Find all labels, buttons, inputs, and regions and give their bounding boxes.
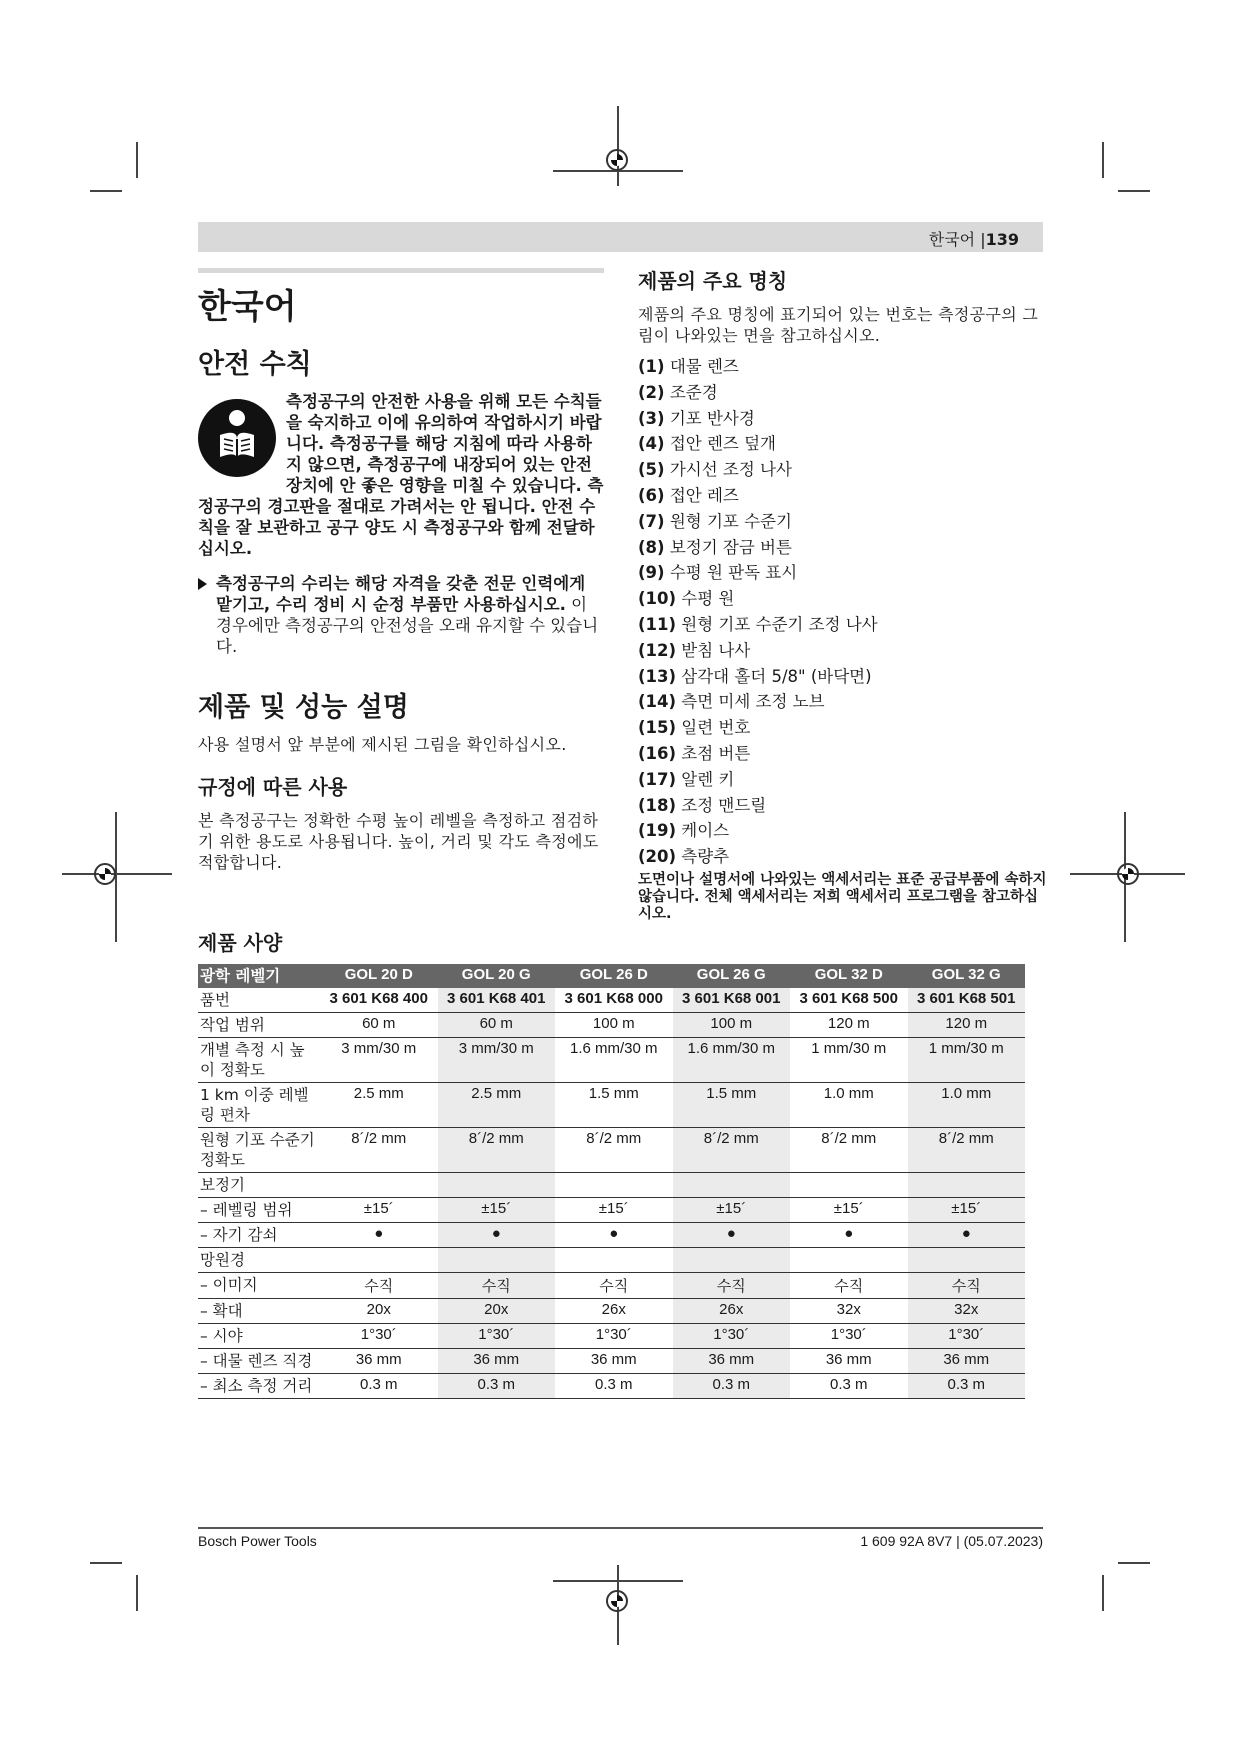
list-item xyxy=(638,818,1048,844)
crop-mark xyxy=(1102,1575,1104,1611)
spec-value: ±15´ xyxy=(438,1198,556,1223)
spec-value: 1 mm/30 m xyxy=(790,1038,908,1083)
spec-label: – 시야 xyxy=(198,1324,320,1349)
spec-value: 3 601 K68 400 xyxy=(320,988,438,1013)
spec-value xyxy=(555,1173,673,1198)
table-row xyxy=(198,1083,1025,1128)
spec-label: 품번 xyxy=(198,988,320,1013)
item-label: 측량추 xyxy=(681,847,730,867)
spec-value: 0.3 m xyxy=(790,1374,908,1399)
registration-mark-icon xyxy=(606,149,628,171)
spec-label: 1 km 이중 레벨링 편차 xyxy=(198,1083,320,1128)
spec-value: 26x xyxy=(673,1299,791,1324)
list-item xyxy=(638,354,1048,380)
spec-value: 32x xyxy=(790,1299,908,1324)
item-number: (12) xyxy=(638,640,677,660)
model-header: GOL 26 D xyxy=(555,964,673,988)
registration-mark-icon xyxy=(1117,863,1139,885)
spec-value xyxy=(555,1248,673,1273)
registration-mark-icon xyxy=(94,863,116,885)
spec-label: 망원경 xyxy=(198,1248,320,1273)
components-list xyxy=(638,354,1048,870)
page-header xyxy=(198,222,1043,252)
item-number: (20) xyxy=(638,847,677,867)
spec-value: 수직 xyxy=(790,1273,908,1299)
list-item xyxy=(638,483,1048,509)
spec-value xyxy=(438,1248,556,1273)
item-number: (7) xyxy=(638,511,665,531)
crop-mark xyxy=(90,1562,122,1564)
item-label: 가시선 조정 나사 xyxy=(669,460,792,480)
spec-label: – 레벨링 범위 xyxy=(198,1198,320,1223)
spec-value: 20x xyxy=(320,1299,438,1324)
footer-doc-id: 1 609 92A 8V7 | (05.07.2023) xyxy=(860,1533,1043,1549)
spec-value: 1°30´ xyxy=(320,1324,438,1349)
crop-mark xyxy=(90,190,122,192)
item-label: 원형 기포 수준기 조정 나사 xyxy=(681,614,878,634)
item-label: 받침 나사 xyxy=(681,640,751,660)
footer-rule xyxy=(198,1527,1043,1529)
list-item xyxy=(638,457,1048,483)
table-row xyxy=(198,1173,1025,1198)
spec-value: 1°30´ xyxy=(438,1324,556,1349)
section-rule xyxy=(198,268,604,273)
item-number: (6) xyxy=(638,485,665,505)
list-item xyxy=(638,535,1048,561)
crop-mark xyxy=(1102,142,1104,178)
components-intro: 제품의 주요 명칭에 표기되어 있는 번호는 측정공구의 그림이 나와있는 면을 참고하십시오. xyxy=(638,305,1039,345)
spec-value: 1.0 mm xyxy=(790,1083,908,1128)
item-label: 조준경 xyxy=(669,382,718,402)
item-label: 조정 맨드릴 xyxy=(681,795,767,815)
model-header: GOL 32 G xyxy=(908,964,1026,988)
spec-value: ● xyxy=(790,1223,908,1248)
spec-value: 3 mm/30 m xyxy=(438,1038,556,1083)
spec-value: 1 mm/30 m xyxy=(908,1038,1026,1083)
spec-value: 36 mm xyxy=(673,1349,791,1374)
spec-value: 수직 xyxy=(438,1273,556,1299)
spec-value: 1.5 mm xyxy=(555,1083,673,1128)
spec-value: 1.5 mm xyxy=(673,1083,791,1128)
list-item xyxy=(638,793,1048,819)
item-label: 초점 버튼 xyxy=(681,743,751,763)
safety-title: 안전 수칙 xyxy=(198,349,312,380)
model-header: GOL 32 D xyxy=(790,964,908,988)
item-number: (15) xyxy=(638,718,677,738)
spec-value xyxy=(673,1248,791,1273)
spec-value: 3 601 K68 501 xyxy=(908,988,1026,1013)
item-label: 알렌 키 xyxy=(681,769,735,789)
item-number: (17) xyxy=(638,769,677,789)
right-column xyxy=(638,265,1048,923)
spec-label: 작업 범위 xyxy=(198,1013,320,1038)
crop-mark xyxy=(1118,1562,1150,1564)
item-number: (16) xyxy=(638,743,677,763)
table-row xyxy=(198,1374,1025,1399)
spec-value: 120 m xyxy=(790,1013,908,1038)
product-text: 사용 설명서 앞 부분에 제시된 그림을 확인하십시오. xyxy=(198,735,567,754)
item-number: (13) xyxy=(638,666,677,686)
spec-value: 1.6 mm/30 m xyxy=(555,1038,673,1083)
model-header: GOL 20 D xyxy=(320,964,438,988)
spec-value: 2.5 mm xyxy=(320,1083,438,1128)
spec-label: 개별 측정 시 높이 정확도 xyxy=(198,1038,320,1083)
table-row xyxy=(198,988,1025,1013)
table-row xyxy=(198,1198,1025,1223)
language-title: 한국어 xyxy=(198,287,297,327)
crop-mark xyxy=(136,142,138,178)
repair-bullet-bold: 측정공구의 수리는 해당 자격을 갖춘 전문 인력에게 맡기고, 수리 정비 시 순정 부품만 사용하십시오. xyxy=(216,574,586,614)
spec-value: 3 mm/30 m xyxy=(320,1038,438,1083)
spec-value: 0.3 m xyxy=(555,1374,673,1399)
list-item xyxy=(638,380,1048,406)
list-item xyxy=(638,689,1048,715)
table-row xyxy=(198,1349,1025,1374)
spec-label: – 자기 감쇠 xyxy=(198,1223,320,1248)
spec-value: 1°30´ xyxy=(673,1324,791,1349)
spec-value xyxy=(908,1248,1026,1273)
item-number: (8) xyxy=(638,537,665,557)
spec-value: 수직 xyxy=(320,1273,438,1299)
spec-value: 36 mm xyxy=(438,1349,556,1374)
table-row xyxy=(198,1013,1025,1038)
spec-value: ±15´ xyxy=(673,1198,791,1223)
spec-value: 36 mm xyxy=(908,1349,1026,1374)
footer-brand: Bosch Power Tools xyxy=(198,1533,317,1549)
spec-value: 수직 xyxy=(908,1273,1026,1299)
safety-warning xyxy=(198,391,604,559)
table-header-row xyxy=(198,964,1025,988)
spec-label: – 확대 xyxy=(198,1299,320,1324)
spec-value: 수직 xyxy=(555,1273,673,1299)
table-row xyxy=(198,1223,1025,1248)
spec-value: 60 m xyxy=(320,1013,438,1038)
item-label: 수평 원 xyxy=(681,589,735,609)
spec-value: 120 m xyxy=(908,1013,1026,1038)
spec-value: 8´/2 mm xyxy=(790,1128,908,1173)
list-item xyxy=(638,664,1048,690)
spec-label: – 대물 렌즈 직경 xyxy=(198,1349,320,1374)
registration-mark-icon xyxy=(606,1590,628,1612)
spec-value: ● xyxy=(320,1223,438,1248)
crop-mark xyxy=(1118,190,1150,192)
list-item xyxy=(638,715,1048,741)
header-language: 한국어 xyxy=(928,230,976,249)
intended-use-text: 본 측정공구는 정확한 수평 높이 레벨을 측정하고 점검하기 위한 용도로 사용됩니다. 높이, 거리 및 각도 측정에도 적합합니다. xyxy=(198,811,599,872)
table-row xyxy=(198,1273,1025,1299)
model-header: GOL 26 G xyxy=(673,964,791,988)
table-header-label: 광학 레벨기 xyxy=(198,964,320,988)
spec-value: ±15´ xyxy=(908,1198,1026,1223)
spec-value xyxy=(438,1173,556,1198)
spec-value: 36 mm xyxy=(555,1349,673,1374)
spec-value: 60 m xyxy=(438,1013,556,1038)
spec-value: 3 601 K68 000 xyxy=(555,988,673,1013)
table-row xyxy=(198,1038,1025,1083)
item-label: 일련 번호 xyxy=(681,718,751,738)
header-text xyxy=(929,227,1019,250)
accessory-note: 도면이나 설명서에 나와있는 액세서리는 표준 공급부품에 속하지 않습니다. 전체 액세서리는 저희 액세서리 프로그램을 참고하십시오. xyxy=(638,871,1047,922)
spec-value xyxy=(908,1173,1026,1198)
list-item xyxy=(638,767,1048,793)
spec-value: 3 601 K68 401 xyxy=(438,988,556,1013)
spec-label: 보정기 xyxy=(198,1173,320,1198)
spec-value: ±15´ xyxy=(790,1198,908,1223)
list-item xyxy=(638,509,1048,535)
item-number: (19) xyxy=(638,821,677,841)
spec-value xyxy=(320,1248,438,1273)
spec-value xyxy=(790,1173,908,1198)
spec-value: 0.3 m xyxy=(438,1374,556,1399)
list-item xyxy=(638,431,1048,457)
spec-value: 0.3 m xyxy=(320,1374,438,1399)
item-label: 보정기 잠금 버튼 xyxy=(669,537,792,557)
list-item xyxy=(638,612,1048,638)
spec-label: – 이미지 xyxy=(198,1273,320,1299)
spec-value: 2.5 mm xyxy=(438,1083,556,1128)
spec-value: 20x xyxy=(438,1299,556,1324)
table-row xyxy=(198,1324,1025,1349)
model-header: GOL 20 G xyxy=(438,964,556,988)
spec-value: 3 601 K68 001 xyxy=(673,988,791,1013)
header-separator: | xyxy=(980,230,986,249)
item-number: (2) xyxy=(638,382,665,402)
bullet-triangle-icon xyxy=(198,578,207,590)
item-label: 측면 미세 조정 노브 xyxy=(681,692,825,712)
item-label: 수평 원 판독 표시 xyxy=(669,563,798,583)
item-number: (11) xyxy=(638,614,677,634)
spec-value: 8´/2 mm xyxy=(438,1128,556,1173)
crop-mark xyxy=(136,1575,138,1611)
spec-value: 36 mm xyxy=(320,1349,438,1374)
item-number: (14) xyxy=(638,692,677,712)
list-item xyxy=(638,638,1048,664)
crop-mark xyxy=(617,106,619,186)
table-row xyxy=(198,1248,1025,1273)
item-label: 케이스 xyxy=(681,821,730,841)
spec-value: ±15´ xyxy=(555,1198,673,1223)
item-number: (9) xyxy=(638,563,665,583)
spec-value: 36 mm xyxy=(790,1349,908,1374)
spec-value: 8´/2 mm xyxy=(908,1128,1026,1173)
spec-value: 8´/2 mm xyxy=(673,1128,791,1173)
item-number: (10) xyxy=(638,589,677,609)
spec-value: ● xyxy=(555,1223,673,1248)
left-column xyxy=(198,268,604,873)
list-item xyxy=(638,741,1048,767)
spec-value: 1.0 mm xyxy=(908,1083,1026,1128)
spec-value: 0.3 m xyxy=(908,1374,1026,1399)
specs-table xyxy=(198,964,1025,1399)
crop-mark xyxy=(62,873,172,875)
spec-label: – 최소 측정 거리 xyxy=(198,1374,320,1399)
table-row xyxy=(198,1128,1025,1173)
item-number: (3) xyxy=(638,408,665,428)
spec-value xyxy=(790,1248,908,1273)
list-item xyxy=(638,406,1048,432)
spec-value: 수직 xyxy=(673,1273,791,1299)
spec-value: 100 m xyxy=(555,1013,673,1038)
item-label: 기포 반사경 xyxy=(669,408,755,428)
item-label: 삼각대 홀더 5/8" (바닥면) xyxy=(681,666,872,686)
safety-warning-text: 측정공구의 안전한 사용을 위해 모든 수칙들을 숙지하고 이에 유의하여 작업하시기 바랍니다. 측정공구를 해당 지침에 따라 사용하지 않으면, 측정공구에 내장되어 있는 안전장치에 안 좋은 영향을 미칠 수 있습니다. 측정공구의 경고판을 절대로 가려서는 안 됩니다. 안전 수칙을 잘 보관하고 공구 양도 시 측정공구와 함께 전달하십시오. xyxy=(198,392,604,558)
item-label: 접안 레즈 xyxy=(669,485,739,505)
spec-value: 1.6 mm/30 m xyxy=(673,1038,791,1083)
read-manual-icon xyxy=(198,399,276,477)
spec-value: ● xyxy=(438,1223,556,1248)
product-title: 제품 및 성능 설명 xyxy=(198,692,409,723)
spec-value: ● xyxy=(908,1223,1026,1248)
spec-value: ● xyxy=(673,1223,791,1248)
item-number: (18) xyxy=(638,795,677,815)
spec-value: 100 m xyxy=(673,1013,791,1038)
page-number: 139 xyxy=(985,230,1019,249)
specs-title: 제품 사양 xyxy=(198,931,283,955)
spec-value: 1°30´ xyxy=(790,1324,908,1349)
item-label: 원형 기포 수준기 xyxy=(669,511,792,531)
spec-value: ±15´ xyxy=(320,1198,438,1223)
table-row xyxy=(198,1299,1025,1324)
spec-value: 32x xyxy=(908,1299,1026,1324)
repair-bullet xyxy=(198,573,604,657)
spec-value: 1°30´ xyxy=(555,1324,673,1349)
spec-value: 0.3 m xyxy=(673,1374,791,1399)
list-item xyxy=(638,560,1048,586)
spec-value: 8´/2 mm xyxy=(320,1128,438,1173)
item-number: (4) xyxy=(638,434,665,454)
components-title: 제품의 주요 명칭 xyxy=(638,269,788,293)
repair-bullet-regular: 이 경우에만 측정공구의 안전성을 오래 유지할 수 있습니다. xyxy=(216,595,599,656)
spec-value: 8´/2 mm xyxy=(555,1128,673,1173)
item-label: 대물 렌즈 xyxy=(669,357,739,376)
item-number: (5) xyxy=(638,460,665,480)
spec-value: 3 601 K68 500 xyxy=(790,988,908,1013)
crop-mark xyxy=(553,1580,683,1582)
spec-label: 원형 기포 수준기 정확도 xyxy=(198,1128,320,1173)
item-number: (1) xyxy=(638,357,665,376)
intended-use-title: 규정에 따른 사용 xyxy=(198,775,348,799)
spec-value: 26x xyxy=(555,1299,673,1324)
item-label: 접안 렌즈 덮개 xyxy=(669,434,776,454)
spec-value xyxy=(320,1173,438,1198)
list-item xyxy=(638,844,1048,870)
spec-value xyxy=(673,1173,791,1198)
list-item xyxy=(638,586,1048,612)
spec-value: 1°30´ xyxy=(908,1324,1026,1349)
